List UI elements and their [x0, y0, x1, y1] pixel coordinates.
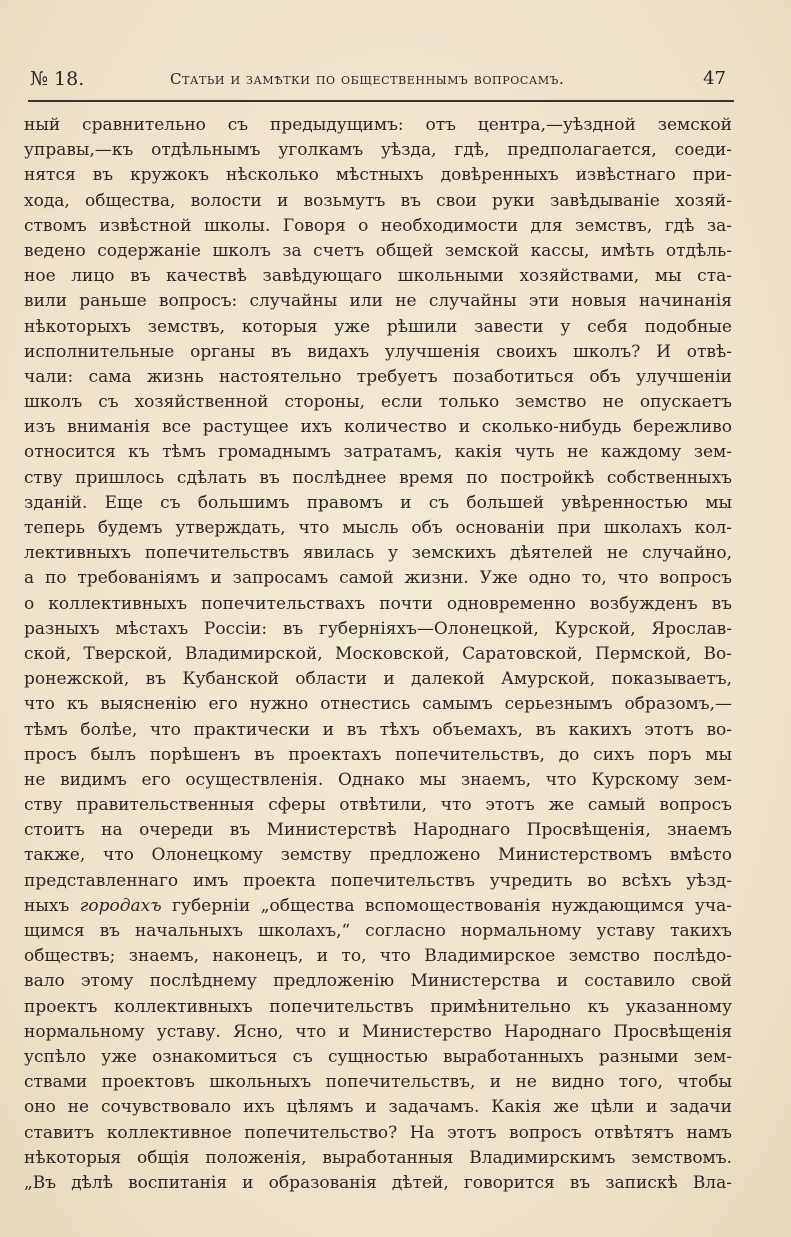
text-line: разныхъ мѣстахъ Россіи: въ губерніяхъ—Олонецкой, Курской, Ярослав-	[24, 618, 732, 639]
text-line: вили раньше вопросъ: случайны или не случайны эти новыя начинанія	[24, 291, 732, 312]
text-line: ской, Тверской, Владимирской, Московской, Саратовской, Пермской, Во-	[24, 643, 732, 664]
text-line: „Въ дѣлѣ воспитанія и образованія дѣтей, говорится въ запискѣ Вла-	[24, 1172, 732, 1193]
text-line: чали: сама жизнь настоятельно требуетъ позаботиться объ улучшеніи	[24, 366, 732, 387]
text-line: зданій. Еще съ большимъ правомъ и съ большей увѣренностью мы	[24, 492, 732, 513]
text-line: также, что Олонецкому земству предложено Министерствомъ вмѣсто	[24, 845, 732, 866]
text-line: исполнительные органы въ видахъ улучшенія своихъ школъ? И отвѣ-	[24, 341, 732, 362]
text-line: не видимъ его осуществленія. Однако мы знаемъ, что Курскому зем-	[24, 769, 732, 790]
text-line: стоитъ на очереди въ Министерствѣ Народнаго Просвѣщенія, знаемъ	[24, 820, 732, 841]
text-line: хода, общества, волости и возьмутъ въ свои руки завѣдываніе хозяй-	[24, 190, 732, 211]
text-line: представленнаго имъ проекта попечительствъ учредить во всѣхъ уѣзд-	[24, 870, 732, 891]
text-line: просъ былъ порѣшенъ въ проектахъ попечительствъ, до сихъ поръ мы	[24, 744, 732, 765]
header-rule	[28, 100, 734, 102]
page-number: 47	[703, 68, 726, 89]
text-line: теперь будемъ утверждать, что мысль объ основаніи при школахъ кол-	[24, 518, 732, 538]
text-line: оно не сочувствовало ихъ цѣлямъ и задачамъ. Какія же цѣли и задачи	[24, 1097, 732, 1118]
text-line: школъ съ хозяйственной стороны, если только земство не опускаетъ	[24, 392, 732, 413]
text-line: вало этому послѣднему предложенію Министерства и составило свой	[24, 971, 732, 992]
text-line: ству правительственныя сферы отвѣтили, что этотъ же самый вопросъ	[24, 795, 732, 816]
text-line: ствами проектовъ школьныхъ попечительствъ, и не видно того, чтобы	[24, 1072, 732, 1093]
text-line: ведено содержаніе школъ за счетъ общей земской кассы, имѣть отдѣль-	[24, 240, 732, 261]
text-line: управы,—къ отдѣльнымъ уголкамъ уѣзда, гдѣ, предполагается, соеди-	[24, 140, 732, 161]
text-line: ронежской, въ Кубанской области и далекой Амурской, показываетъ,	[24, 669, 732, 690]
text-line: нятся въ кружокъ нѣсколько мѣстныхъ довѣренныхъ извѣстнаго при-	[24, 165, 732, 186]
text-line: нѣкоторыя общія положенія, выработанныя Владимирскимъ земствомъ.	[24, 1147, 732, 1168]
issue-number: № 18.	[30, 68, 85, 90]
text-line: ный сравнительно съ предыдущимъ: отъ центра,—уѣздной земской	[24, 115, 732, 135]
running-header	[30, 64, 730, 94]
article-body	[24, 113, 732, 1196]
text-line: обществъ; знаемъ, наконецъ, и то, что Владимирское земство послѣдо-	[24, 946, 732, 967]
running-title: Статьи и замѣтки по общественнымъ вопросамъ.	[170, 70, 565, 88]
text-line: ству пришлось сдѣлать въ послѣднее время по постройкѣ собственныхъ	[24, 467, 732, 488]
text-line: что къ выясненію его нужно отнестись самымъ серьезнымъ образомъ,—	[24, 694, 732, 715]
text-line: ставитъ коллективное попечительство? На этотъ вопросъ отвѣтятъ намъ	[24, 1122, 732, 1143]
text-line: щимся въ начальныхъ школахъ,“ согласно нормальному уставу такихъ	[24, 921, 732, 941]
text-line: нѣкоторыхъ земствъ, которыя уже рѣшили завести у себя подобные	[24, 316, 732, 337]
text-line: проектъ коллективныхъ попечительствъ примѣнительно къ указанному	[24, 996, 732, 1017]
text-line: нормальному уставу. Ясно, что и Министерство Народнаго Просвѣщенія	[24, 1021, 732, 1042]
text-line: тѣмъ болѣе, что практически и въ тѣхъ объемахъ, въ какихъ этотъ во-	[24, 719, 732, 740]
text-line: успѣло уже ознакомиться съ сущностью выработанныхъ разными зем-	[24, 1046, 732, 1067]
text-line: относится къ тѣмъ громаднымъ затратамъ, какія чуть не каждому зем-	[24, 442, 732, 463]
text-line: изъ вниманія все растущее ихъ количество и сколько-нибудь бережливо	[24, 417, 732, 438]
text-line: лективныхъ попечительствъ явилась у земскихъ дѣятелей не случайно,	[24, 543, 732, 564]
text-line: ныхъ городахъ губерніи „общества вспомоществованія нуждающимся уча-	[24, 895, 732, 916]
italic-word: городахъ	[79, 895, 162, 916]
text-line: ное лицо въ качествѣ завѣдующаго школьными хозяйствами, мы ста-	[24, 266, 732, 287]
text-line: а по требованіямъ и запросамъ самой жизни. Уже одно то, что вопросъ	[24, 568, 732, 589]
text-line: о коллективныхъ попечительствахъ почти одновременно возбужденъ въ	[24, 593, 732, 614]
text-line: ствомъ извѣстной школы. Говоря о необходимости для земствъ, гдѣ за-	[24, 215, 732, 236]
